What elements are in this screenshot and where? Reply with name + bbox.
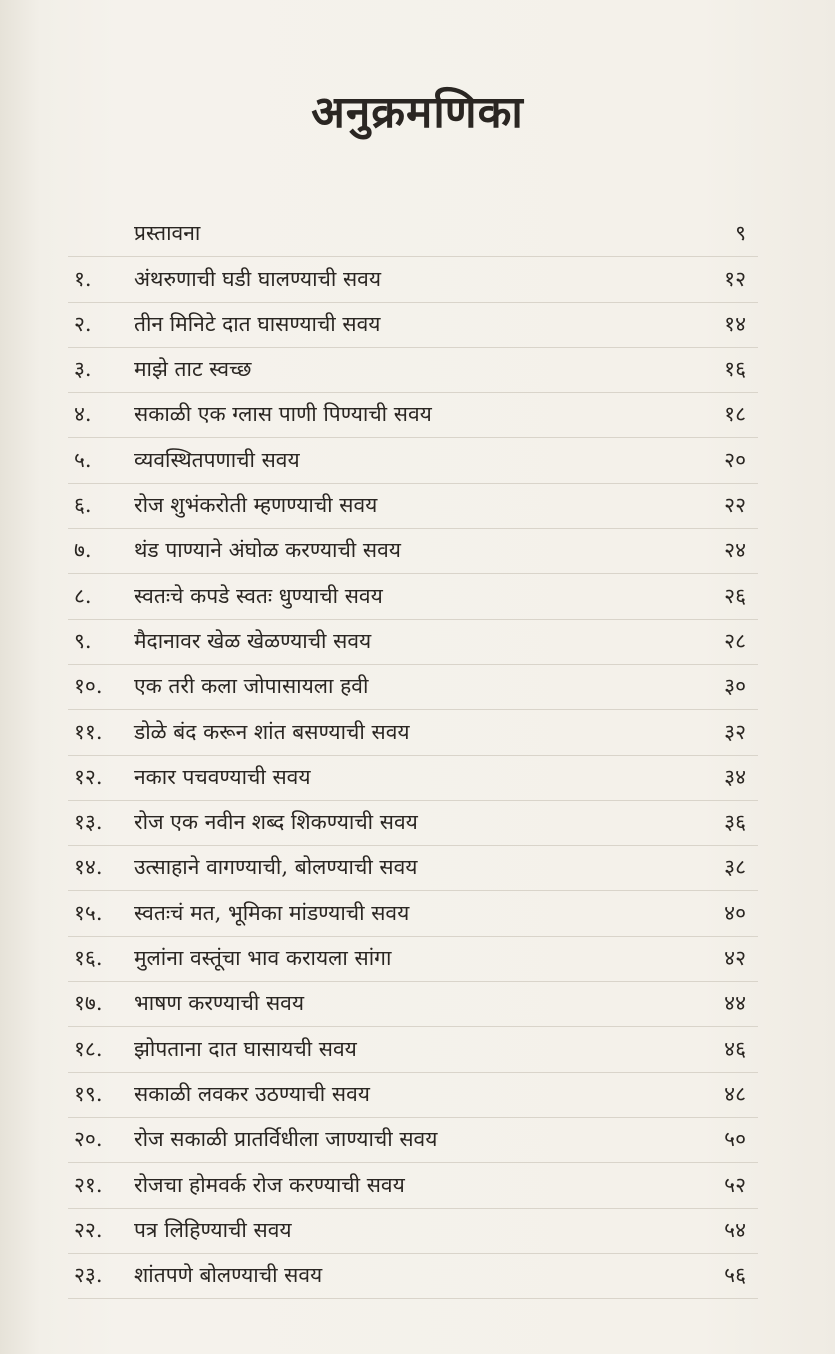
entry-title: प्रस्तावना (134, 221, 201, 246)
entry-title: माझे ताट स्वच्छ (134, 357, 252, 382)
entry-page: ३८ (724, 855, 746, 880)
toc-row (68, 620, 758, 665)
entry-number: २३. (74, 1263, 103, 1288)
entry-number: २१. (74, 1172, 103, 1197)
entry-page: २० (724, 447, 746, 472)
toc-row (68, 574, 758, 619)
entry-page: १४ (724, 311, 746, 336)
entry-number: ४. (74, 402, 92, 427)
entry-number: ११. (74, 719, 103, 744)
entry-page: ४२ (724, 946, 746, 971)
entry-number: १५. (74, 900, 103, 925)
entry-page: ४४ (724, 991, 746, 1016)
toc-row (68, 1027, 758, 1072)
toc-row (68, 484, 758, 529)
entry-number: १. (74, 266, 92, 291)
entry-page: २८ (724, 628, 746, 653)
entry-title: व्यवस्थितपणाची सवय (134, 447, 300, 472)
toc-row (68, 348, 758, 393)
table-of-contents (68, 212, 758, 1299)
toc-row (68, 438, 758, 483)
entry-number: १९. (74, 1081, 103, 1106)
entry-number: ७. (74, 538, 92, 563)
toc-row (68, 1073, 758, 1118)
entry-title: डोळे बंद करून शांत बसण्याची सवय (134, 719, 410, 744)
toc-row (68, 529, 758, 574)
entry-number: १०. (74, 674, 103, 699)
toc-row (68, 710, 758, 755)
entry-page: ४० (724, 900, 746, 925)
toc-row (68, 393, 758, 438)
entry-title: रोज सकाळी प्रातर्विधीला जाण्याची सवय (134, 1127, 438, 1152)
entry-number: १४. (74, 855, 103, 880)
entry-page: ३६ (724, 810, 746, 835)
entry-title: उत्साहाने वागण्याची, बोलण्याची सवय (134, 855, 418, 880)
entry-title: सकाळी लवकर उठण्याची सवय (134, 1081, 370, 1106)
toc-row (68, 937, 758, 982)
toc-row (68, 1254, 758, 1299)
entry-page: ३२ (724, 719, 746, 744)
entry-number: १६. (74, 946, 103, 971)
entry-page: २४ (724, 538, 746, 563)
entry-title: भाषण करण्याची सवय (134, 991, 305, 1016)
entry-title: सकाळी एक ग्लास पाणी पिण्याची सवय (134, 402, 432, 427)
entry-page: ४८ (724, 1081, 746, 1106)
entry-page: ९ (735, 221, 746, 246)
toc-row (68, 257, 758, 302)
entry-page: १२ (724, 266, 746, 291)
entry-number: ८. (74, 583, 92, 608)
entry-page: २६ (724, 583, 746, 608)
entry-title: तीन मिनिटे दात घासण्याची सवय (134, 311, 381, 336)
entry-number: ९. (74, 628, 92, 653)
toc-row (68, 303, 758, 348)
entry-title: मुलांना वस्तूंचा भाव करायला सांगा (134, 946, 392, 971)
page-title: अनुक्रमणिका (311, 87, 524, 138)
toc-row (68, 1163, 758, 1208)
toc-row (68, 1209, 758, 1254)
toc-row (68, 212, 758, 257)
toc-row (68, 756, 758, 801)
toc-row (68, 982, 758, 1027)
toc-row (68, 846, 758, 891)
toc-row (68, 891, 758, 936)
entry-title: रोज एक नवीन शब्द शिकण्याची सवय (134, 810, 418, 835)
entry-title: स्वतःचं मत, भूमिका मांडण्याची सवय (134, 900, 410, 925)
entry-title: स्वतःचे कपडे स्वतः धुण्याची सवय (134, 583, 383, 608)
entry-number: १३. (74, 810, 103, 835)
entry-title: थंड पाण्याने अंघोळ करण्याची सवय (134, 538, 401, 563)
entry-number: १७. (74, 991, 103, 1016)
entry-title: एक तरी कला जोपासायला हवी (134, 674, 369, 699)
toc-row (68, 665, 758, 710)
entry-page: ३० (724, 674, 746, 699)
entry-page: २२ (724, 493, 746, 518)
entry-title: शांतपणे बोलण्याची सवय (134, 1263, 323, 1288)
toc-row (68, 1118, 758, 1163)
entry-title: नकार पचवण्याची सवय (134, 764, 311, 789)
entry-page: ४६ (724, 1036, 746, 1061)
entry-number: ३. (74, 357, 92, 382)
entry-number: २. (74, 311, 92, 336)
entry-title: पत्र लिहिण्याची सवय (134, 1217, 292, 1242)
entry-title: रोज शुभंकरोती म्हणण्याची सवय (134, 493, 378, 518)
entry-number: ५. (74, 447, 92, 472)
entry-number: १२. (74, 764, 103, 789)
entry-page: ५२ (724, 1172, 746, 1197)
entry-title: मैदानावर खेळ खेळण्याची सवय (134, 628, 372, 653)
entry-title: झोपताना दात घासायची सवय (134, 1036, 357, 1061)
entry-page: ३४ (724, 764, 746, 789)
entry-number: ६. (74, 493, 92, 518)
entry-page: ५४ (724, 1217, 746, 1242)
entry-number: १८. (74, 1036, 103, 1061)
entry-page: ५० (724, 1127, 746, 1152)
entry-page: १६ (724, 357, 746, 382)
entry-number: २२. (74, 1217, 103, 1242)
entry-page: १८ (724, 402, 746, 427)
entry-page: ५६ (724, 1263, 746, 1288)
entry-title: अंथरुणाची घडी घालण्याची सवय (134, 266, 382, 291)
toc-row (68, 801, 758, 846)
entry-title: रोजचा होमवर्क रोज करण्याची सवय (134, 1172, 405, 1197)
entry-number: २०. (74, 1127, 103, 1152)
